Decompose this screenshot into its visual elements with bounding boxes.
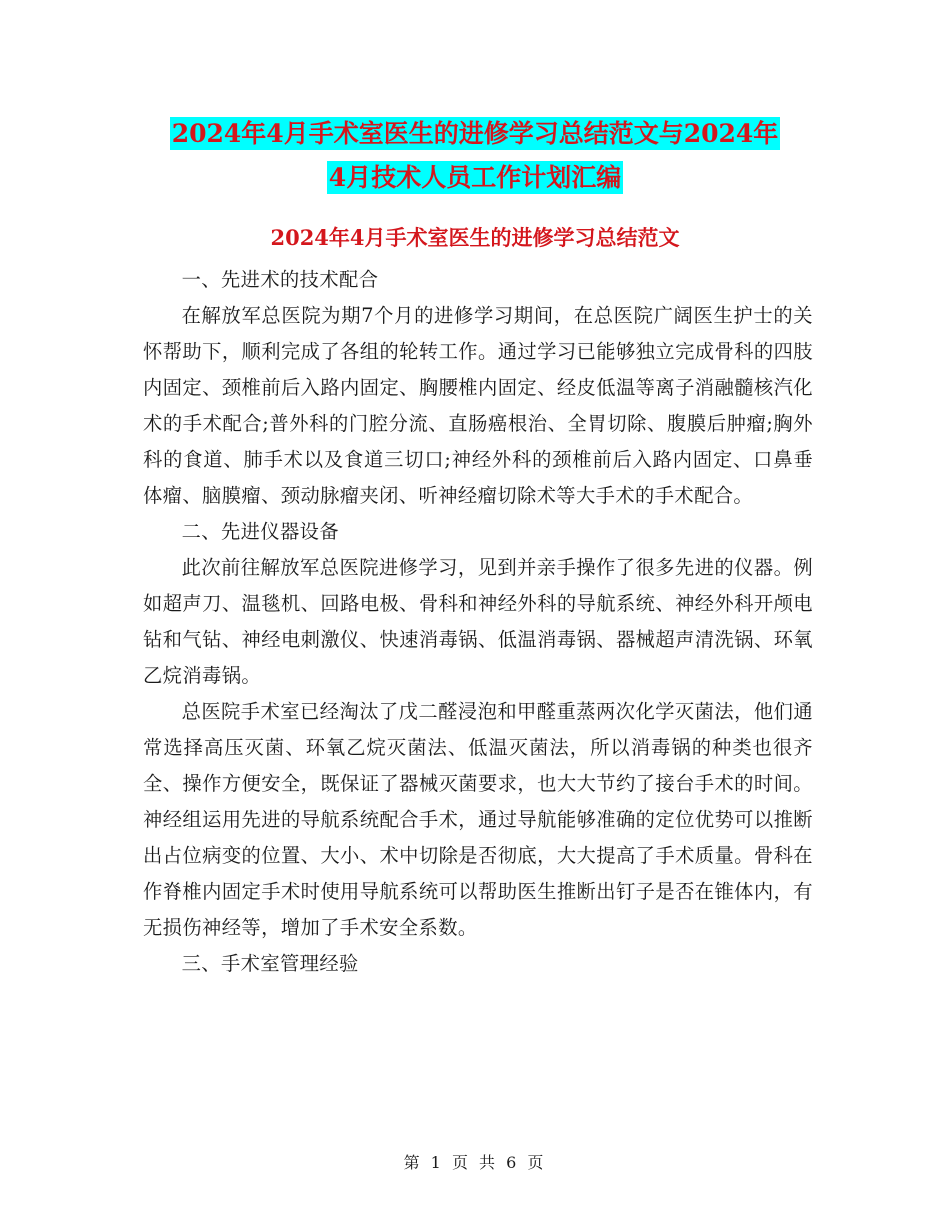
page-footer: 第 1 页 共 6 页 bbox=[403, 1153, 547, 1172]
section-title: 2024年4月手术室医生的进修学习总结范文 bbox=[270, 225, 680, 250]
heading-advanced-techniques: 一、先进术的技术配合 bbox=[181, 268, 379, 291]
paragraph: 在解放军总医院为期7个月的进修学习期间，在总医院广阔医生护士的关怀帮助下，顺利完成了各组的轮转工作。通过学习已能够独立完成骨科的四肢内固定、颈椎前后入路内固定、胸腰椎内固定、经皮低温等离子消融髓核汽化术的手术配合;普外科的门腔分流、直肠癌根治、全胃切除、腹膜后肿瘤;胸外科的食道、肺手术以及食道三切口;神经外科的颈椎前后入路内固定、口鼻垂体瘤、脑膜瘤、颈动脉瘤夹闭、听神经瘤切除术等大手术的手术配合。 bbox=[143, 304, 813, 507]
title-line-2: 4月技术人员工作计划汇编 bbox=[328, 163, 622, 192]
title-line-1: 2024年4月手术室医生的进修学习总结范文与2024年 bbox=[171, 119, 779, 148]
paragraph: 此次前往解放军总医院进修学习，见到并亲手操作了很多先进的仪器。例如超声刀、温毯机、回路电极、骨科和神经外科的导航系统、神经外科开颅电钻和气钻、神经电刺激仪、快速消毒锅、低温消毒锅、器械超声清洗锅、环氧乙烷消毒锅。 bbox=[143, 556, 813, 687]
heading-management-experience: 三、手术室管理经验 bbox=[181, 952, 359, 975]
paragraph: 总医院手术室已经淘汰了戊二醛浸泡和甲醛重蒸两次化学灭菌法，他们通常选择高压灭菌、环氧乙烷灭菌法、低温灭菌法，所以消毒锅的种类也很齐全、操作方便安全，既保证了器械灭菌要求，也大大节约了接台手术的时间。神经组运用先进的导航系统配合手术，通过导航能够准确的定位优势可以推断出占位病变的位置、大小、术中切除是否彻底，大大提高了手术质量。骨科在作脊椎内固定手术时使用导航系统可以帮助医生推断出钉子是否在锥体内，有无损伤神经等，增加了手术安全系数。 bbox=[143, 700, 813, 939]
document-body bbox=[143, 262, 813, 982]
heading-advanced-equipment: 二、先进仪器设备 bbox=[181, 520, 340, 543]
document-title bbox=[0, 112, 950, 200]
